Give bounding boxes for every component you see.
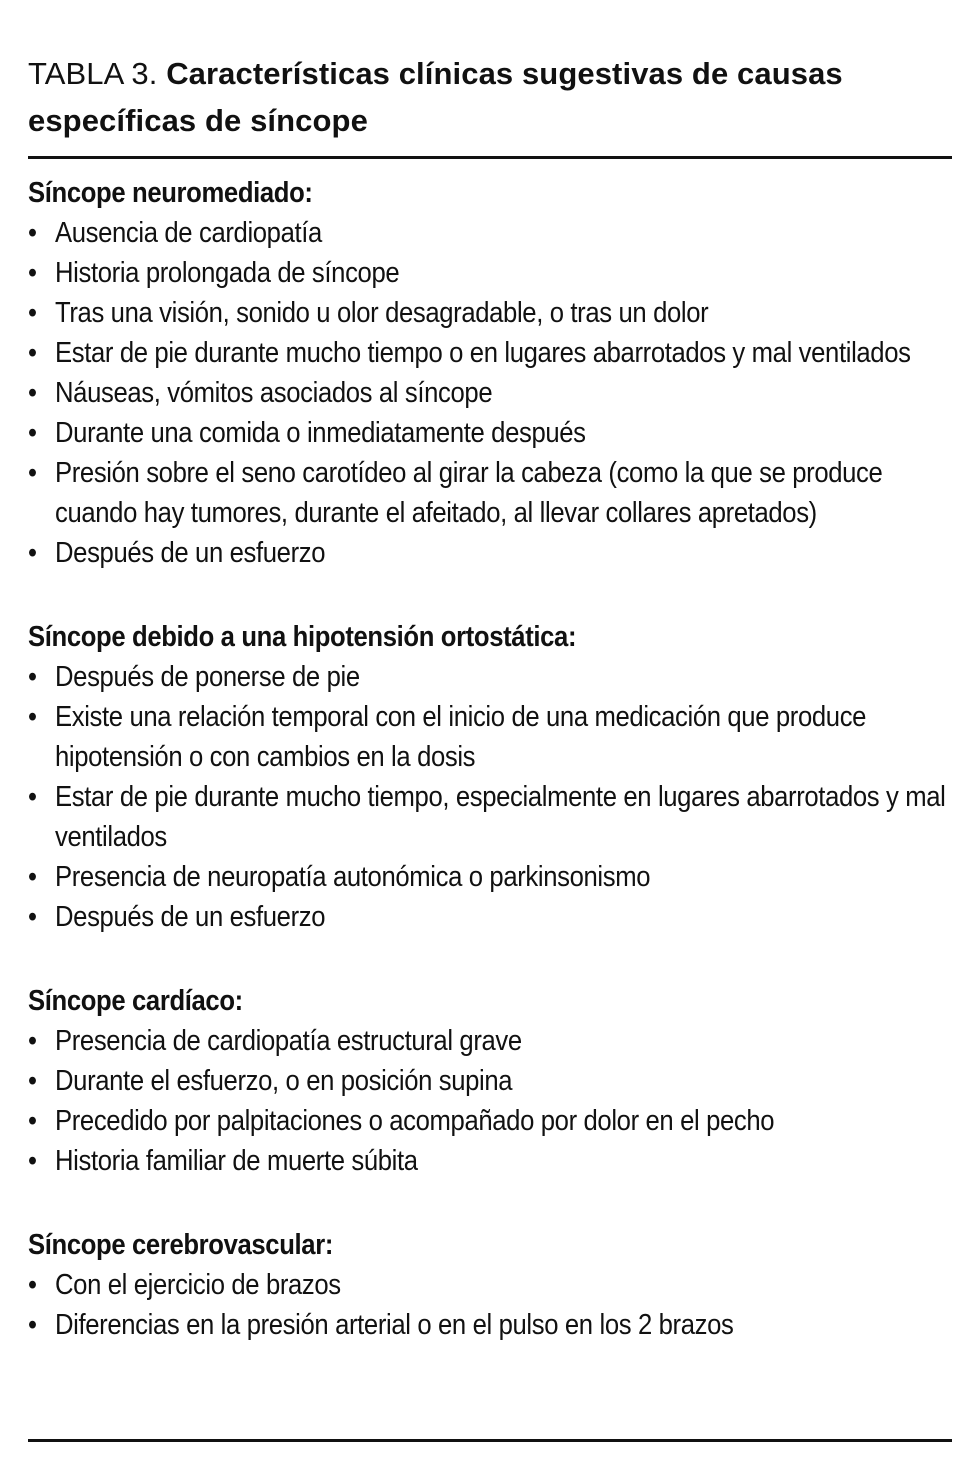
list-item	[28, 293, 951, 333]
list-item	[28, 897, 951, 937]
list-item-text: Precedido por palpitaciones o acompañado por dolor en el pecho	[55, 1105, 775, 1137]
list-item-text: Tras una visión, sonido u olor desagradable, o tras un dolor	[55, 297, 709, 329]
list-item	[28, 1101, 951, 1141]
list-item-text: Presencia de neuropatía autonómica o parkinsonismo	[55, 861, 651, 893]
list-item-text: Náuseas, vómitos asociados al síncope	[55, 377, 493, 409]
section-heading: Síncope cerebrovascular:	[28, 1229, 334, 1261]
list-item	[28, 333, 951, 373]
bullet-icon: •	[28, 1105, 37, 1137]
item-list	[28, 213, 951, 573]
list-item-text: Con el ejercicio de brazos	[55, 1269, 341, 1301]
list-item	[28, 857, 951, 897]
section-heading: Síncope neuromediado:	[28, 177, 313, 209]
bullet-icon: •	[28, 377, 37, 409]
list-item-text: Estar de pie durante mucho tiempo o en lugares abarrotados y mal ventilados	[55, 337, 911, 369]
top-rule	[28, 156, 952, 159]
list-item	[28, 777, 951, 857]
bullet-icon: •	[28, 661, 37, 693]
list-item-text: Presión sobre el seno carotídeo al girar la cabeza (como la que se produce cuando hay tumores, durante el afeitado, al llevar collares apretados)	[55, 457, 883, 529]
section-heading: Síncope debido a una hipotensión ortostática:	[28, 621, 577, 653]
list-item-text: Después de ponerse de pie	[55, 661, 360, 693]
bullet-icon: •	[28, 337, 37, 369]
item-list	[28, 1021, 951, 1181]
list-item	[28, 413, 951, 453]
list-item-text: Presencia de cardiopatía estructural grave	[55, 1025, 522, 1057]
list-item-text: Durante el esfuerzo, o en posición supina	[55, 1065, 513, 1097]
sections-container	[28, 173, 951, 1345]
bullet-icon: •	[28, 457, 37, 489]
list-item-text: Después de un esfuerzo	[55, 537, 326, 569]
list-item	[28, 657, 951, 697]
table-document	[28, 0, 952, 1345]
table-label: TABLA 3.	[28, 56, 158, 91]
bullet-icon: •	[28, 297, 37, 329]
list-item	[28, 1141, 951, 1181]
bullet-icon: •	[28, 537, 37, 569]
section-cardiaco	[28, 981, 951, 1181]
list-item	[28, 213, 951, 253]
table-title-text: Características clínicas sugestivas de causas específicas de síncope	[28, 56, 843, 138]
list-item-text: Diferencias en la presión arterial o en el pulso en los 2 brazos	[55, 1309, 734, 1341]
list-item	[28, 533, 951, 573]
bullet-icon: •	[28, 1065, 37, 1097]
section-heading: Síncope cardíaco:	[28, 985, 243, 1017]
list-item	[28, 373, 951, 413]
section-neuromediado	[28, 173, 951, 573]
bullet-icon: •	[28, 217, 37, 249]
list-item	[28, 1305, 951, 1345]
bullet-icon: •	[28, 1025, 37, 1057]
list-item	[28, 1061, 951, 1101]
bullet-icon: •	[28, 861, 37, 893]
bullet-icon: •	[28, 1145, 37, 1177]
item-list	[28, 1265, 951, 1345]
bullet-icon: •	[28, 257, 37, 289]
list-item-text: Durante una comida o inmediatamente después	[55, 417, 586, 449]
list-item-text: Historia prolongada de síncope	[55, 257, 400, 289]
list-item	[28, 1265, 951, 1305]
list-item	[28, 1021, 951, 1061]
list-item-text: Después de un esfuerzo	[55, 901, 326, 933]
bullet-icon: •	[28, 901, 37, 933]
bullet-icon: •	[28, 1309, 37, 1341]
bullet-icon: •	[28, 417, 37, 449]
list-item-text: Historia familiar de muerte súbita	[55, 1145, 418, 1177]
bullet-icon: •	[28, 701, 37, 733]
section-hipotension-ortostatica	[28, 617, 951, 937]
list-item	[28, 697, 951, 777]
list-item-text: Ausencia de cardiopatía	[55, 217, 322, 249]
list-item	[28, 453, 951, 533]
item-list	[28, 657, 951, 937]
list-item	[28, 253, 951, 293]
bullet-icon: •	[28, 781, 37, 813]
list-item-text: Existe una relación temporal con el inicio de una medicación que produce hipotensión o con cambios en la dosis	[55, 701, 867, 773]
list-item-text: Estar de pie durante mucho tiempo, especialmente en lugares abarrotados y mal ventilados	[55, 781, 946, 853]
section-cerebrovascular	[28, 1225, 951, 1345]
bullet-icon: •	[28, 1269, 37, 1301]
table-title	[28, 50, 908, 144]
bottom-rule	[28, 1439, 952, 1442]
